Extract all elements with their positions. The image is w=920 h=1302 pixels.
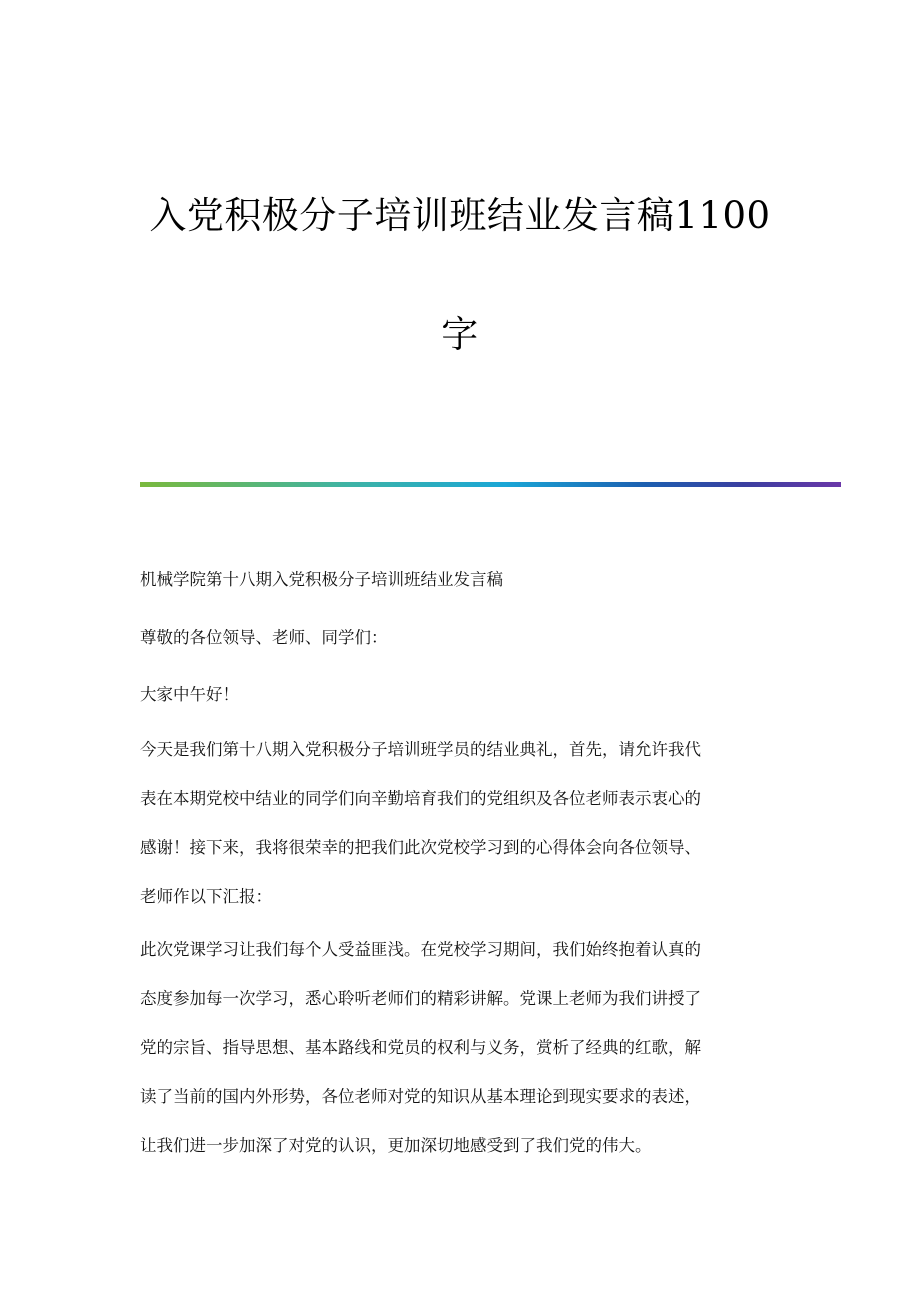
paragraph-line: 老师作以下汇报： — [140, 887, 272, 906]
document-title-line-1: 入党积极分子培训班结业发言稿1100 — [149, 194, 771, 237]
paragraph-body — [140, 925, 780, 1170]
paragraph-line: 大家中午好！ — [140, 685, 239, 704]
paragraph-line: 态度参加每一次学习，悉心聆听老师们的精彩讲解。党课上老师为我们讲授了 — [140, 989, 701, 1008]
document-title-line-2: 字 — [441, 313, 479, 356]
paragraph-greeting — [140, 670, 780, 719]
paragraph-line: 表在本期党校中结业的同学们向辛勤培育我们的党组织及各位老师表示衷心的 — [140, 789, 701, 808]
paragraph-line: 党的宗旨、指导思想、基本路线和党员的权利与义务，赏析了经典的红歌，解 — [140, 1038, 701, 1057]
paragraph-line: 今天是我们第十八期入党积极分子培训班学员的结业典礼，首先，请允许我代 — [140, 740, 701, 759]
paragraph-heading — [140, 555, 780, 604]
paragraph-line: 读了当前的国内外形势，各位老师对党的知识从基本理论到现实要求的表述， — [140, 1087, 701, 1106]
paragraph-line: 让我们进一步加深了对党的认识，更加深切地感受到了我们党的伟大。 — [140, 1136, 652, 1155]
paragraph-line: 此次党课学习让我们每个人受益匪浅。在党校学习期间，我们始终抱着认真的 — [140, 940, 701, 959]
paragraph-salutation — [140, 613, 780, 662]
paragraph-line: 机械学院第十八期入党积极分子培训班结业发言稿 — [140, 570, 503, 589]
paragraph-introduction — [140, 725, 780, 921]
paragraph-line: 尊敬的各位领导、老师、同学们： — [140, 628, 388, 647]
paragraph-line: 感谢！接下来，我将很荣幸的把我们此次党校学习到的心得体会向各位领导、 — [140, 838, 701, 857]
gradient-divider — [140, 482, 841, 487]
